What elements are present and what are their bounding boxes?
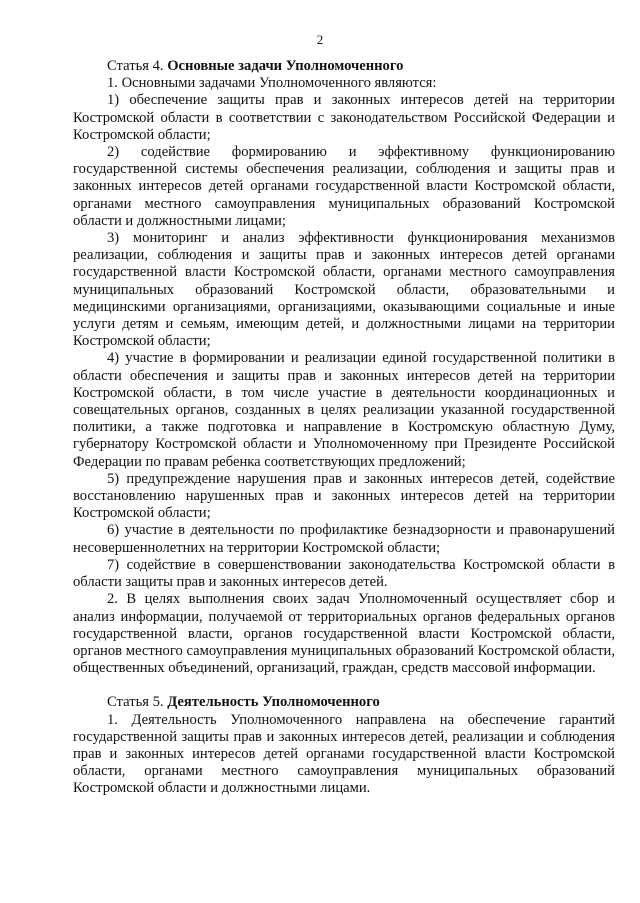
article-4-prefix: Статья 4.: [107, 58, 164, 74]
article-4-paragraph: 2. В целях выполнения своих задач Уполномоченный осуществляет сбор и анализ информации, получаемой от территориальных органов федеральных органов государственной власти, органов государственной власти Костромской области, органов местного самоуправления муниципальных образований Костромской области, общественных объединений, организаций, граждан, средств массовой информации.: [73, 591, 615, 677]
section-gap: [73, 677, 615, 694]
article-4-paragraph: 7) содействие в совершенствовании законодательства Костромской области в области защиты прав и законных интересов детей.: [73, 556, 615, 591]
article-5-title: Деятельность Уполномоченного: [167, 694, 380, 711]
article-4-paragraph: 2) содействие формированию и эффективному функционированию государственной системы обеспечения реализации, соблюдения и защиты прав и законных интересов детей органами государственной власти Костромской области, органами местного самоуправления муниципальных образований Костромской области и должностными лицами;: [73, 144, 615, 229]
document-body: [73, 58, 615, 798]
article-5-prefix: Статья 5.: [107, 694, 164, 711]
article-4-paragraph: 6) участие в деятельности по профилактике безнадзорности и правонарушений несовершеннолетних на территории Костромской области;: [73, 522, 615, 556]
article-5-heading: [73, 694, 615, 711]
article-4-paragraph: 4) участие в формировании и реализации единой государственной политики в области обеспечения и защиты прав и законных интересов детей на территории Костромской области, в том числе участие в деятельности координационных и совещательных органов, созданных в целях реализации указанной государственной политики, а также подготовка и направление в Костромскую областную Думу, губернатору Костромской области и Уполномоченному при Президенте Российской Федерации по правам ребенка соответствующих предложений;: [73, 350, 615, 470]
article-4-heading: [73, 58, 615, 75]
article-4-paragraph: 3) мониторинг и анализ эффективности функционирования механизмов реализации, соблюдения и защиты прав и законных интересов детей органами государственной власти Костромской области, органами местного самоуправления муниципальных образований Костромской области, образовательными и медицинскими организациями, организациями, оказывающими социальные и иные услуги детям и семьям, имеющим детей, и должностными лицами на территории Костромской области;: [73, 230, 615, 350]
article-4-paragraph: 1) обеспечение защиты прав и законных интересов детей на территории Костромской области в соответствии с законодательством Российской Федерации и Костромской области;: [73, 92, 615, 143]
article-5-paragraph: 1. Деятельность Уполномоченного направлена на обеспечение гарантий государственной защиты прав и законных интересов детей, реализации и соблюдения прав и законных интересов детей органами государственной власти Костромской области, органами местного самоуправления муниципальных образований Костромской области и должностными лицами.: [73, 711, 615, 797]
article-4-paragraph: 5) предупреждение нарушения прав и законных интересов детей, содействие восстановлению нарушенных прав и законных интересов детей на территории Костромской области;: [73, 470, 615, 522]
article-4-paragraph: 1. Основными задачами Уполномоченного являются:: [107, 75, 437, 92]
article-4-title: Основные задачи Уполномоченного: [167, 58, 404, 74]
page-number: 2: [316, 32, 324, 47]
